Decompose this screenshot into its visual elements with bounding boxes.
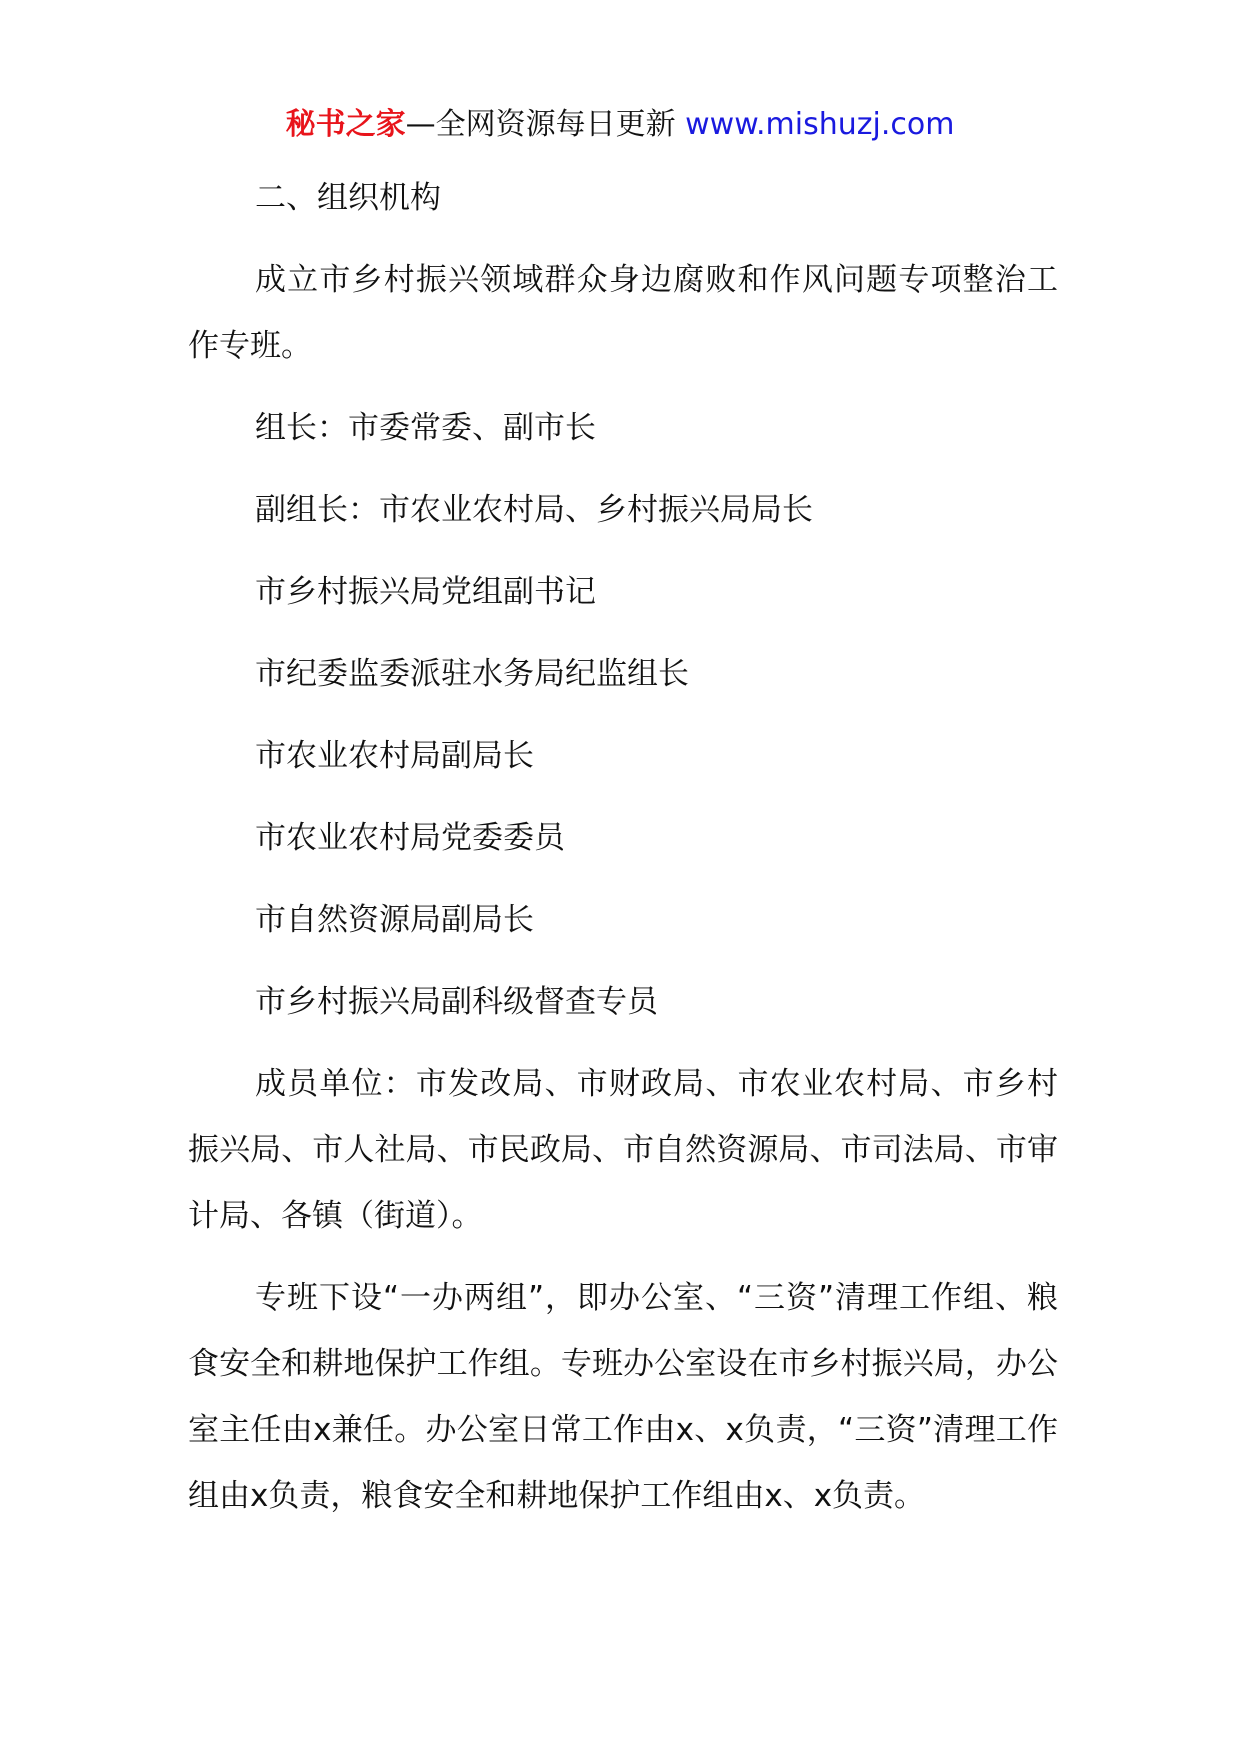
paragraph-member-2: 市纪委监委派驻水务局纪监组长 — [255, 656, 689, 692]
site-header — [0, 100, 1240, 150]
brand-name: 秘书之家 — [285, 107, 406, 142]
paragraph-office-setup: 专班下设“一办两组”，即办公室、“三资”清理工作组、粮食安全和耕地保护工作组。专班办公室设在市乡村振兴局，办公室主任由x兼任。办公室日常工作由x、x负责，“三资”清理工作组由x负责，粮食安全和耕地保护工作组由x、x负责。 — [188, 1280, 1058, 1514]
paragraph-member-5: 市自然资源局副局长 — [255, 902, 534, 938]
paragraph-member-1: 市乡村振兴局党组副书记 — [255, 574, 596, 610]
paragraph-deputy-leader: 副组长：市农业农村局、乡村振兴局局长 — [255, 492, 813, 528]
paragraph-member-units: 成员单位：市发改局、市财政局、市农业农村局、市乡村振兴局、市人社局、市民政局、市自然资源局、市司法局、市审计局、各镇（街道）。 — [188, 1066, 1058, 1234]
section-heading: 二、组织机构 — [255, 180, 441, 216]
paragraph-leader: 组长：市委常委、副市长 — [255, 410, 596, 446]
paragraph-establish: 成立市乡村振兴领域群众身边腐败和作风问题专项整治工作专班。 — [188, 262, 1058, 364]
paragraph-member-6: 市乡村振兴局副科级督查专员 — [255, 984, 658, 1020]
paragraph-member-3: 市农业农村局副局长 — [255, 738, 534, 774]
paragraph-member-4: 市农业农村局党委委员 — [255, 820, 565, 856]
document-body — [188, 165, 1058, 1545]
site-url-link[interactable]: www.mishuzj.com — [685, 107, 955, 142]
site-slogan: —全网资源每日更新 — [405, 107, 686, 142]
